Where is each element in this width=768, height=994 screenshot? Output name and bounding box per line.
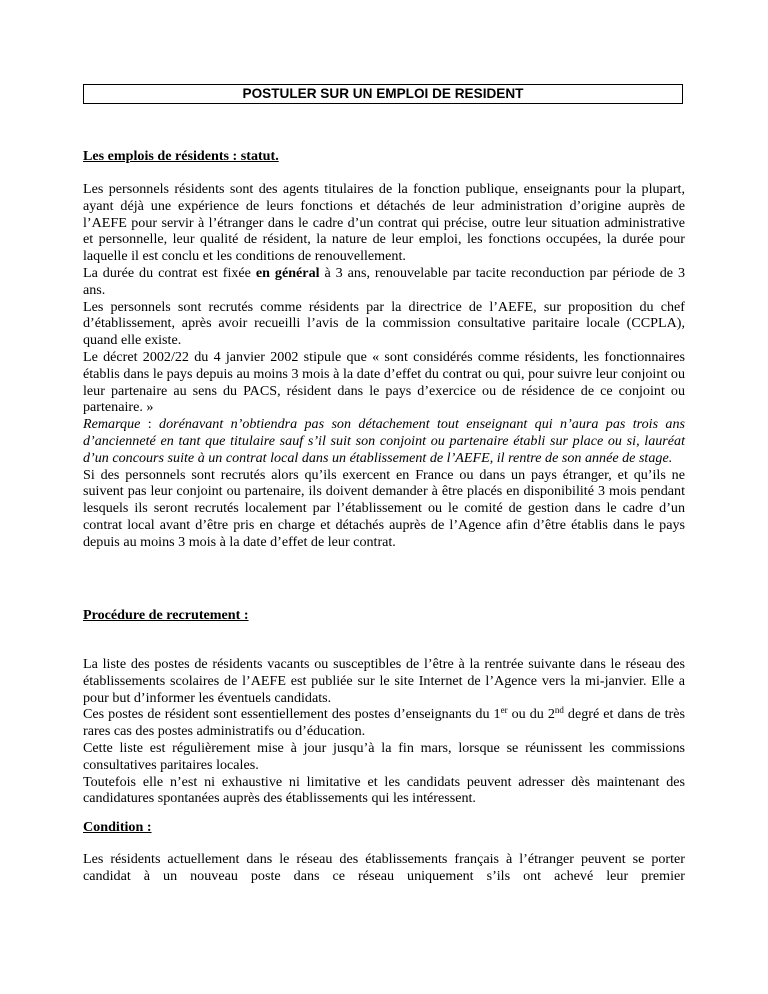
page-title: POSTULER SUR UN EMPLOI DE RESIDENT <box>83 84 683 104</box>
paragraph: Les résidents actuellement dans le réseau des établissements français à l’étranger peuvent se porter candidat à un nouveau poste dans ce réseau uniquement s’ils ont achevé leur premier <box>83 851 685 884</box>
section-heading-procedure: Procédure de recrutement : <box>83 607 249 623</box>
section-heading-condition: Condition : <box>83 819 152 835</box>
text-run: ou du 2 <box>507 706 555 723</box>
paragraph: Cette liste est régulièrement mise à jour jusqu’à la fin mars, lorsque se réunissent les commissions consultatives paritaires locales. <box>83 739 685 773</box>
text-run: à 3 ans, renouvelable par tacite reconduction par période de 3 ans. <box>83 264 685 298</box>
superscript: er <box>500 705 508 716</box>
paragraph <box>83 706 685 740</box>
section-procedure-body <box>83 656 685 807</box>
paragraph: Les personnels sont recrutés comme résidents par la directrice de l’AEFE, sur proposition du chef d’établissement, après avoir recueilli l’avis de la commission consultative paritaire locale (CCPLA), quand elle existe. <box>83 298 685 349</box>
superscript: nd <box>554 705 564 716</box>
paragraph <box>83 265 685 299</box>
remark-label: Remarque <box>83 416 141 433</box>
remark-paragraph <box>83 416 685 466</box>
bold-text: en général <box>255 264 320 281</box>
paragraph: La liste des postes de résidents vacants ou susceptibles de l’être à la rentrée suivante dans le réseau des établissements scolaires de l’AEFE est publiée sur le site Internet de l’Agence vers la mi-janvier. Elle a pour but d’informer les éventuels candidats. <box>83 656 685 706</box>
section-condition-body <box>83 851 685 885</box>
paragraph: Si des personnels sont recrutés alors qu’ils exercent en France ou dans un pays étranger, et qu’ils ne suivent pas leur conjoint ou partenaire, ils doivent demander à être placés en disponibilité 3 mois pendant lesquels ils seront recrutés localement par l’établissement ou le comité de gestion dans le cadre d’un contrat local avant d’être pris en charge et détachés auprès de l’Agence afin d’être établis dans le pays depuis au moins 3 mois à la date d’effet de leur contrat. <box>83 466 685 550</box>
text-run: : <box>140 416 160 433</box>
remark-text: dorénavant n’obtiendra pas son détachement tout enseignant qui n’aura pas trois ans d’ancienneté en tant que titulaire sauf s’il suit son conjoint ou partenaire établi sur place ou si, lauréat d’un concours suite à un contrat local dans un établissement de l’AEFE, il rentre de son année de stage. <box>83 416 685 466</box>
section-statut-body <box>83 181 685 551</box>
paragraph: Toutefois elle n’est ni exhaustive ni limitative et les candidats peuvent adresser dès maintenant des candidatures spontanées auprès des établissements qui les intéressent. <box>83 773 685 807</box>
text-run: La durée du contrat est fixée <box>83 264 256 281</box>
text-run: Ces postes de résident sont essentiellement des postes d’enseignants du 1 <box>83 706 501 723</box>
paragraph: Le décret 2002/22 du 4 janvier 2002 stipule que « sont considérés comme résidents, les fonctionnaires établis dans le pays depuis au moins 3 mois à la date d’effet du contrat ou qui, pour suivre leur conjoint ou leur partenaire au sens du PACS, résident dans le pays d’exercice ou de résidence de ce conjoint ou partenaire. » <box>83 348 685 416</box>
paragraph: Les personnels résidents sont des agents titulaires de la fonction publique, enseignants pour la plupart, ayant déjà une expérience de leurs fonctions et détachés de leur administration d’origine auprès de l’AEFE pour servir à l’étranger dans le cadre d’un contrat qui précise, outre leur situation administrative et personnelle, leur qualité de résident, la nature de leur emploi, les fonctions occupées, la durée pour laquelle il est conclu et les conditions de renouvellement. <box>83 181 685 265</box>
section-heading-statut: Les emplois de résidents : statut. <box>83 148 279 164</box>
text-run: degré et dans de très rares cas des postes administratifs ou d’éducation. <box>83 706 685 740</box>
